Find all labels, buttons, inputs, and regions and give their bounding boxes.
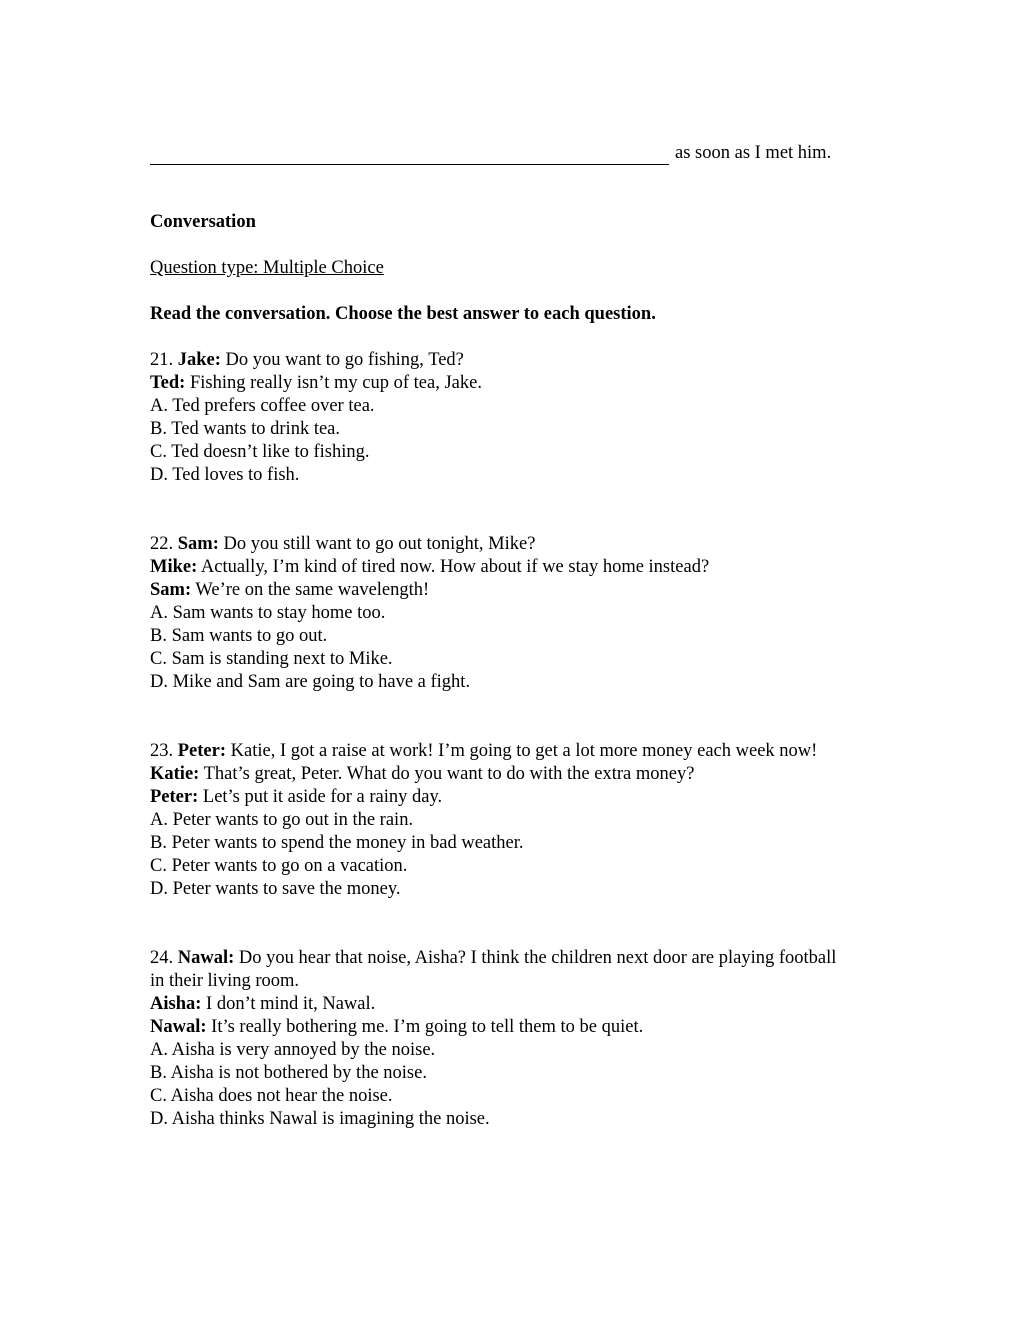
dialogue-line — [150, 556, 850, 579]
speaker: Aisha: — [150, 994, 202, 1014]
answer-blank[interactable] — [150, 147, 669, 165]
speaker: Peter: — [177, 741, 227, 761]
question-22 — [150, 533, 850, 694]
option-a[interactable]: A. Ted prefers coffee over tea. — [150, 396, 375, 416]
dialogue-line — [150, 740, 850, 763]
option-c[interactable]: C. Peter wants to go on a vacation. — [150, 856, 408, 876]
option-c[interactable]: C. Aisha does not hear the noise. — [150, 1086, 393, 1106]
dialogue-text: Katie, I got a raise at work! I’m going to get a lot more money each week now! — [230, 741, 818, 761]
speaker: Sam: — [177, 534, 219, 554]
previous-item-answer-line — [150, 142, 850, 165]
dialogue-line — [150, 763, 850, 786]
option-b[interactable]: B. Peter wants to spend the money in bad weather. — [150, 833, 524, 853]
question-number: 23. — [150, 741, 174, 761]
question-21 — [150, 349, 850, 487]
dialogue-line — [150, 786, 850, 809]
previous-item-suffix: as soon as I met him. — [675, 143, 832, 163]
dialogue-text: Do you still want to go out tonight, Mike? — [223, 534, 536, 554]
speaker: Peter: — [150, 787, 199, 807]
dialogue-text: It’s really bothering me. I’m going to tell them to be quiet. — [211, 1017, 644, 1037]
dialogue-text: That’s great, Peter. What do you want to do with the extra money? — [203, 764, 695, 784]
option-a[interactable]: A. Peter wants to go out in the rain. — [150, 810, 414, 830]
dialogue-text: Let’s put it aside for a rainy day. — [202, 787, 443, 807]
dialogue-line — [150, 947, 850, 993]
dialogue-line — [150, 1016, 850, 1039]
option-c[interactable]: C. Sam is standing next to Mike. — [150, 649, 393, 669]
dialogue-line — [150, 372, 850, 395]
option-d[interactable]: D. Ted loves to fish. — [150, 465, 300, 485]
question-24 — [150, 947, 850, 1131]
option-c[interactable]: C. Ted doesn’t like to fishing. — [150, 442, 370, 462]
speaker: Nawal: — [150, 1017, 207, 1037]
dialogue-text: Do you hear that noise, Aisha? I think the children next door are playing football in their living room. — [150, 948, 837, 991]
dialogue-line — [150, 579, 850, 602]
question-number: 22. — [150, 534, 174, 554]
speaker: Mike: — [150, 557, 198, 577]
option-a[interactable]: A. Sam wants to stay home too. — [150, 603, 386, 623]
instructions: Read the conversation. Choose the best answer to each question. — [150, 304, 656, 324]
option-d[interactable]: D. Peter wants to save the money. — [150, 879, 401, 899]
dialogue-text: I don’t mind it, Nawal. — [206, 994, 376, 1014]
option-d[interactable]: D. Mike and Sam are going to have a fight. — [150, 672, 471, 692]
dialogue-text: Do you want to go fishing, Ted? — [225, 350, 464, 370]
dialogue-line — [150, 533, 850, 556]
speaker: Katie: — [150, 764, 200, 784]
dialogue-line — [150, 349, 850, 372]
option-b[interactable]: B. Ted wants to drink tea. — [150, 419, 341, 439]
dialogue-text: Fishing really isn’t my cup of tea, Jake. — [189, 373, 482, 393]
speaker: Jake: — [177, 350, 221, 370]
speaker: Sam: — [150, 580, 192, 600]
question-type: Question type: Multiple Choice — [150, 258, 384, 278]
question-23 — [150, 740, 850, 901]
dialogue-text: Actually, I’m kind of tired now. How about if we stay home instead? — [200, 557, 710, 577]
option-d[interactable]: D. Aisha thinks Nawal is imagining the noise. — [150, 1109, 490, 1129]
worksheet-page — [150, 142, 850, 1131]
option-b[interactable]: B. Aisha is not bothered by the noise. — [150, 1063, 427, 1083]
question-number: 24. — [150, 948, 174, 968]
speaker: Nawal: — [177, 948, 235, 968]
speaker: Ted: — [150, 373, 186, 393]
option-b[interactable]: B. Sam wants to go out. — [150, 626, 328, 646]
option-a[interactable]: A. Aisha is very annoyed by the noise. — [150, 1040, 436, 1060]
section-heading: Conversation — [150, 212, 256, 232]
dialogue-line — [150, 993, 850, 1016]
question-number: 21. — [150, 350, 174, 370]
dialogue-text: We’re on the same wavelength! — [195, 580, 430, 600]
